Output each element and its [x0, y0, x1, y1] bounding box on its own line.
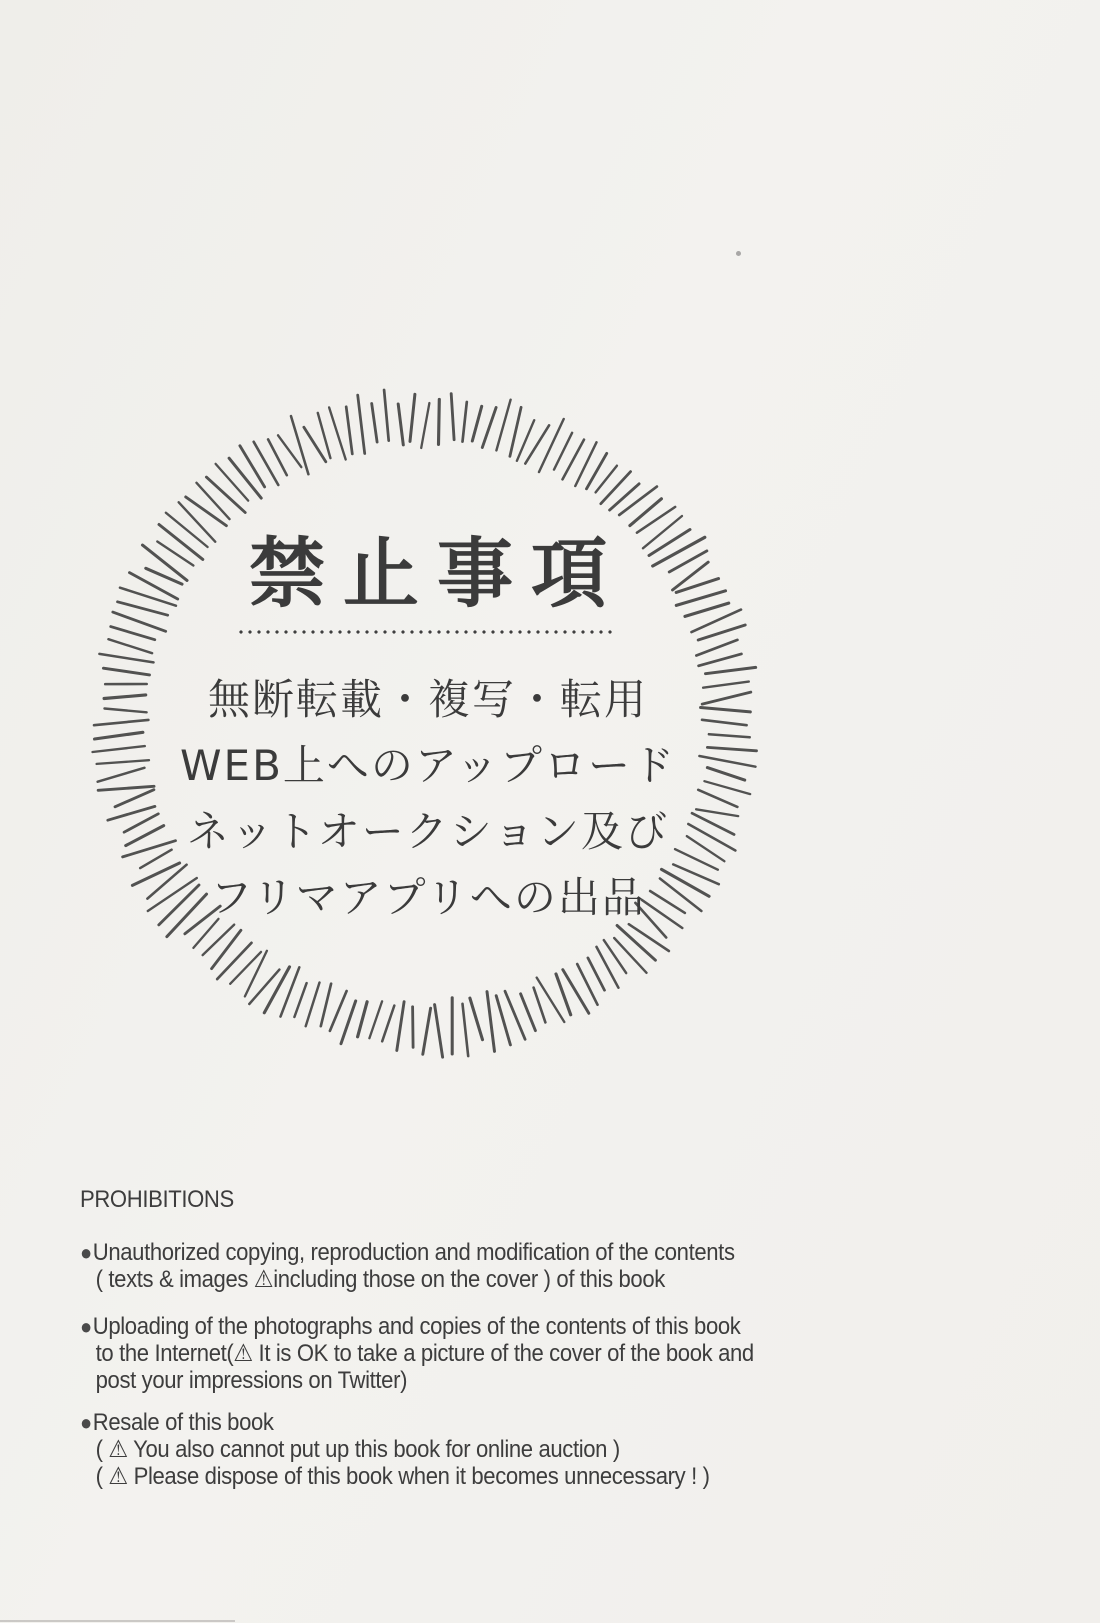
scan-speck-artifact	[736, 251, 741, 256]
prohibition-line: ( ⚠ Please dispose of this book when it becomes unnecessary ! )	[95, 1463, 710, 1490]
prohibition-text: Unauthorized copying, reproduction and modification of the contents	[92, 1239, 735, 1266]
prohibition-text: Resale of this book	[92, 1409, 274, 1436]
prohibition-line: to the Internet(⚠ It is OK to take a picture of the cover of the book and	[95, 1340, 754, 1367]
prohibition-line	[80, 1409, 908, 1436]
prohibitions-heading: PROHIBITIONS	[80, 1186, 234, 1213]
prohibition-line	[80, 1239, 908, 1266]
stamp-line: WEB上へのアップロード	[180, 741, 676, 790]
prohibition-line: post your impressions on Twitter)	[95, 1367, 408, 1394]
stamp-line: ネットオークション及び	[187, 807, 669, 856]
prohibition-line: ( ⚠ You also cannot put up this book for online auction )	[95, 1436, 620, 1463]
stamp-title: 禁止事項	[249, 529, 625, 618]
prohibition-item	[80, 1313, 908, 1394]
prohibition-item	[80, 1409, 908, 1490]
dotted-divider	[239, 630, 617, 635]
prohibitions-english-block	[80, 1186, 908, 1490]
stamp-line: 無断転載・複写・転用	[207, 675, 648, 724]
stamp-line: フリマアプリへの出品	[210, 873, 646, 922]
bullet-icon: ●	[80, 1240, 92, 1265]
prohibition-text: Uploading of the photographs and copies of the contents of this book	[92, 1313, 741, 1340]
prohibition-stamp	[0, 528, 856, 931]
bullet-icon: ●	[80, 1410, 92, 1435]
prohibition-line: ( texts & images ⚠including those on the cover ) of this book	[95, 1266, 665, 1293]
prohibition-line	[80, 1313, 908, 1340]
scan-edge-shadow	[0, 1620, 235, 1622]
stamp-lines	[0, 667, 856, 931]
prohibition-item	[80, 1239, 908, 1293]
bullet-icon: ●	[80, 1314, 92, 1339]
